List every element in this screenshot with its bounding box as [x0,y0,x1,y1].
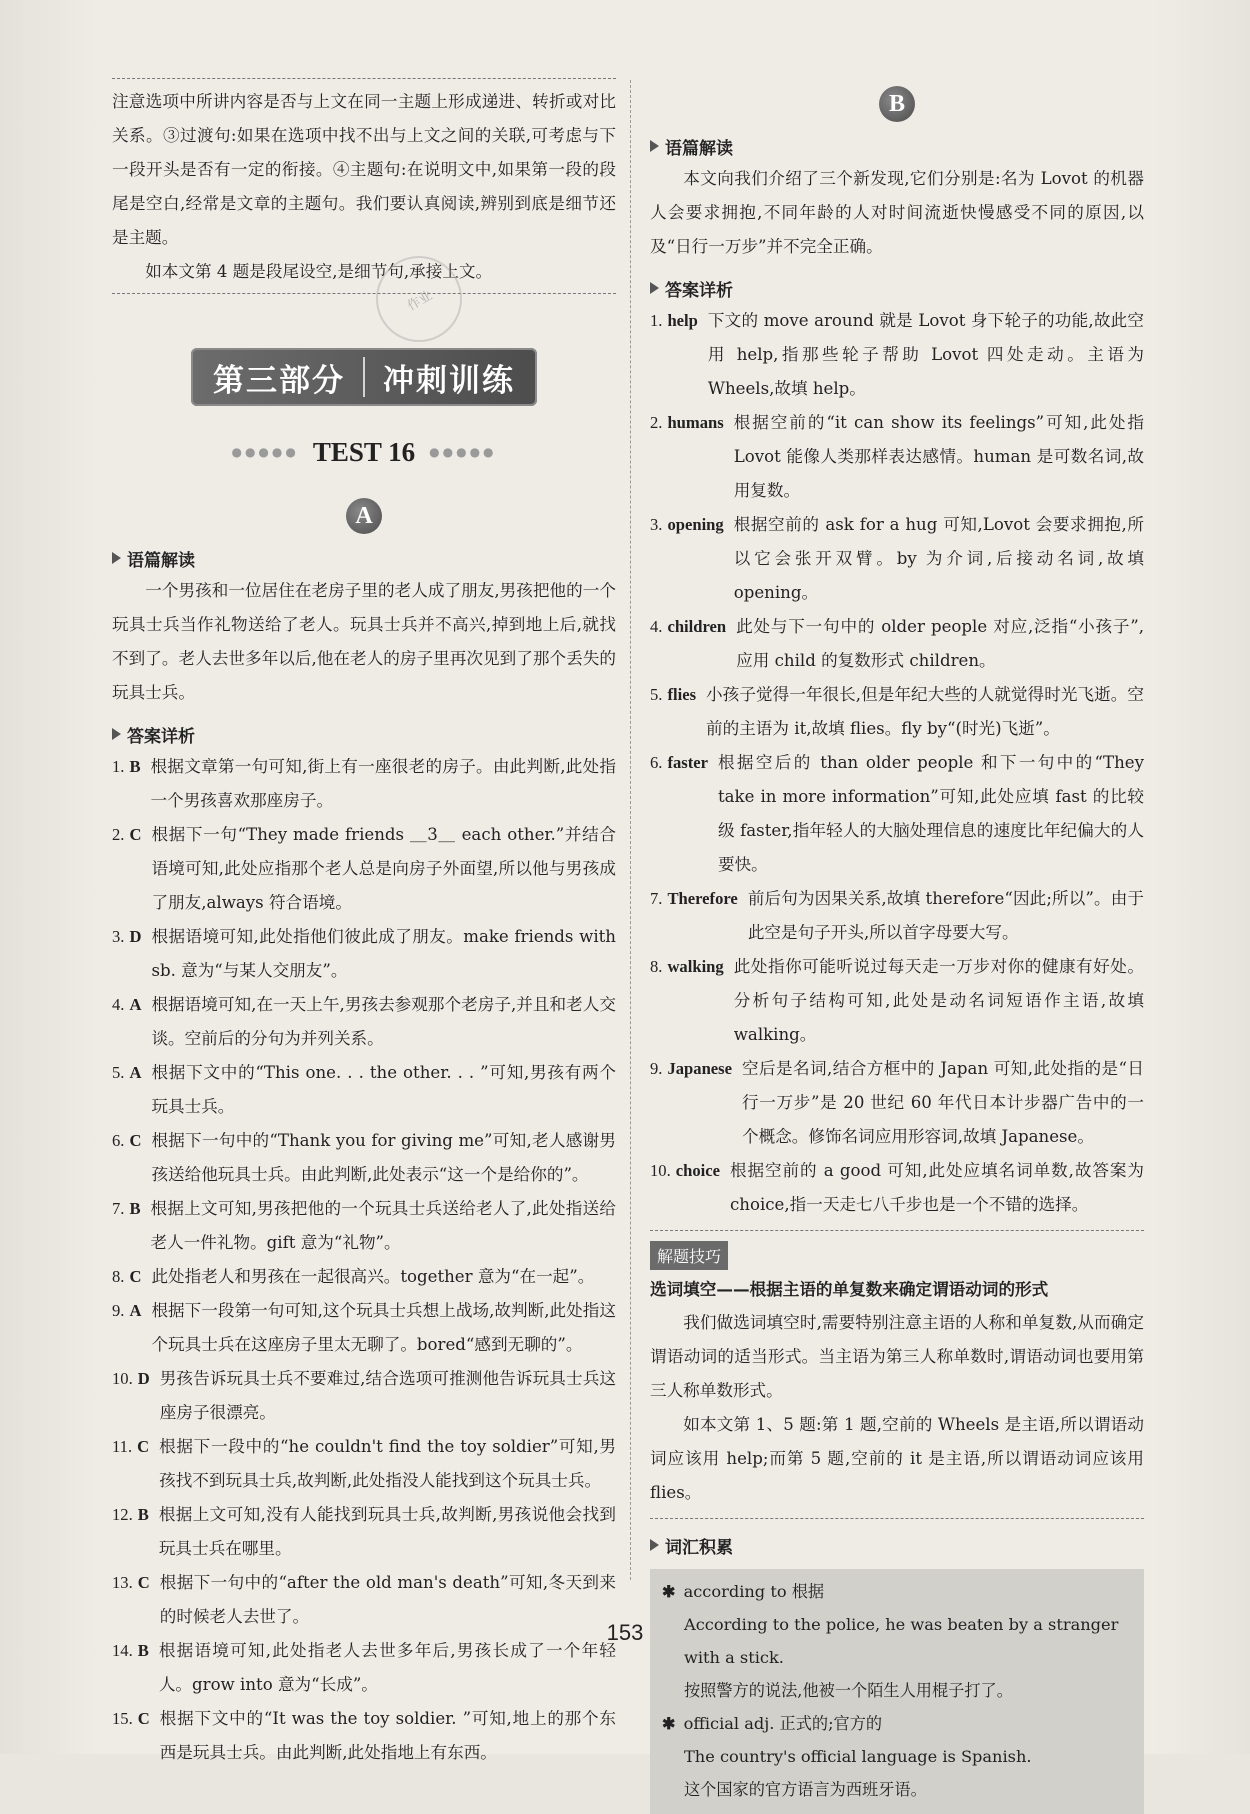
answer-item [112,1124,616,1192]
reading-heading-label: 语篇解读 [127,550,195,571]
answer-item [112,1702,616,1770]
answer-heading-b [650,272,1144,304]
answer-letter: C [129,1131,142,1150]
answer-item [650,950,1144,1052]
tip-top-rule [650,1230,1144,1231]
tip-title: 选词填空——根据主语的单复数来确定谓语动词的形式 [650,1280,1049,1299]
answer-word: children [667,617,727,636]
answer-num: 6. [650,753,663,772]
vocab-entry [662,1707,1132,1806]
vocab-example-zh: 这个国家的官方语言为西班牙语。 [684,1780,927,1799]
top-rule [112,78,616,79]
watermark-stamp [376,256,462,342]
vocab-examples [662,1740,1132,1806]
answer-letter: C [129,1267,142,1286]
answer-item [650,746,1144,882]
intro-rule [112,293,616,294]
answer-word: faster [667,753,708,772]
answer-num: 8. [112,1267,125,1286]
answer-num: 5. [112,1063,125,1082]
answer-text: 男孩告诉玩具士兵不要难过,结合选项可推测他告诉玩具士兵这座房子很漂亮。 [159,1369,616,1422]
answer-list-b [650,304,1144,1222]
tip-tag: 解题技巧 [650,1241,728,1270]
answer-item [112,818,616,920]
answer-letter: C [129,825,142,844]
vocab-heading [650,1529,1144,1561]
column-divider [630,80,631,1580]
vocab-box [650,1569,1144,1814]
answer-word: Japanese [667,1059,732,1078]
left-column [112,78,616,1770]
answer-word: Therefore [667,889,738,908]
answer-item [650,1154,1144,1222]
arrow-icon [650,1539,659,1551]
arrow-icon [112,552,121,564]
reading-heading-label: 语篇解读 [665,138,733,159]
answer-word: humans [667,413,724,432]
answer-letter: A [129,995,142,1014]
answer-num: 6. [112,1131,125,1150]
answer-text: 小孩子觉得一年很长,但是年纪大些的人就觉得时光飞逝。空前的主语为 it,故填 flies。fly by“(时光)飞逝”。 [706,685,1144,738]
answer-item [112,920,616,988]
answer-text: 根据下文中的“It was the toy soldier. ”可知,地上的那个东西是玩具士兵。由此判断,此处指地上有东西。 [159,1709,616,1762]
answer-text: 此处指你可能听说过每天走一万步对你的健康有好处。分析句子结构可知,此处是动名词短语作主语,故填 walking。 [733,957,1144,1044]
answer-item [650,304,1144,406]
answer-item [650,406,1144,508]
decorative-dots-right: ●●●●● [429,445,497,459]
answer-num: 5. [650,685,663,704]
reading-heading-a [112,542,616,574]
answer-text: 根据上文可知,男孩把他的一个玩具士兵送给老人了,此处指送给老人一件礼物。gift 意为“礼物”。 [150,1199,616,1252]
decorative-dots-left: ●●●●● [231,445,299,459]
answer-text: 根据语境可知,在一天上午,男孩去参观那个老房子,并且和老人交谈。空前后的分句为并列关系。 [151,995,616,1048]
answer-num: 2. [650,413,663,432]
answer-list-a [112,750,616,1770]
vocab-term: official adj. 正式的;官方的 [683,1714,883,1733]
answer-text: 空后是名词,结合方框中的 Japan 可知,此处指的是“日行一万步”是 20 世纪 60 年代日本计步器广告中的一个概念。修饰名词应用形容词,故填 Japanese。 [742,1059,1144,1146]
vocab-entry-head [662,1707,1132,1740]
answer-letter: C [137,1573,150,1592]
test-title [112,432,616,472]
answer-num: 12. [112,1505,133,1524]
part-banner-left: 第三部分 [213,362,345,399]
answer-item [650,610,1144,678]
answer-item [650,508,1144,610]
answer-letter: B [137,1505,149,1524]
answer-text: 根据语境可知,此处指他们彼此成了朋友。make friends with sb. 意为“与某人交朋友”。 [151,927,616,980]
answer-num: 7. [112,1199,125,1218]
reading-summary-a: 一个男孩和一位居住在老房子里的老人成了朋友,男孩把他的一个玩具士兵当作礼物送给了老人。玩具士兵并不高兴,掉到地上后,就找不到了。老人去世多年以后,他在老人的房子里再次见到了那个丢失的玩具士兵。 [112,581,616,702]
answer-item [650,1052,1144,1154]
answer-text: 根据空前的 a good 可知,此处应填名词单数,故答案为 choice,指一天走七八千步也是一个不错的选择。 [729,1161,1144,1214]
answer-word: flies [667,685,697,704]
answer-num: 15. [112,1709,133,1728]
vocab-example-en: The country's official language is Spanish. [684,1747,1032,1766]
answer-letter: A [129,1063,142,1082]
reading-heading-b [650,130,1144,162]
answer-text: 根据下一句中的“after the old man's death”可知,冬天到来的时候老人去世了。 [159,1573,616,1626]
vocab-example-zh: 按照警方的说法,他被一个陌生人用棍子打了。 [684,1681,1013,1700]
answer-word: opening [667,515,724,534]
answer-text: 根据空前的 ask for a hug 可知,Lovot 会要求拥抱,所以它会张开双臂。by 为介词,后接动名词,故填 opening。 [733,515,1144,602]
answer-word: choice [675,1161,720,1180]
answer-num: 1. [112,757,125,776]
answer-item [112,1294,616,1362]
answer-letter: B [137,1641,149,1660]
tip-bottom-rule [650,1518,1144,1519]
answer-item [112,1362,616,1430]
tip-paragraph: 我们做选词填空时,需要特别注意主语的人称和单复数,从而确定谓语动词的适当形式。当主语为第三人称单数时,谓语动词也要用第三人称单数形式。 [650,1313,1144,1400]
answer-text: 下文的 move around 就是 Lovot 身下轮子的功能,故此空用 help,指那些轮子帮助 Lovot 四处走动。主语为 Wheels,故填 help。 [707,311,1144,398]
answer-heading-a [112,718,616,750]
test-title-text: TEST 16 [312,436,416,467]
answer-heading-label: 答案详析 [665,280,733,301]
answer-num: 4. [650,617,663,636]
answer-num: 10. [650,1161,671,1180]
answer-word: walking [667,957,724,976]
answer-num: 8. [650,957,663,976]
answer-letter: C [137,1709,150,1728]
answer-item [112,1430,616,1498]
answer-item [112,988,616,1056]
vocab-heading-label: 词汇积累 [665,1537,733,1558]
part-banner-right: 冲刺训练 [383,362,515,399]
answer-num: 11. [112,1437,133,1456]
answer-item [112,1260,616,1294]
stamp-text: 作业 [404,287,436,314]
answer-text: 根据下文中的“This one. . . the other. . . ”可知,男孩有两个玩具士兵。 [151,1063,616,1116]
answer-num: 7. [650,889,663,908]
answer-num: 1. [650,311,663,330]
answer-item [650,882,1144,950]
answer-num: 14. [112,1641,133,1660]
passage-a-badge: A [346,498,382,534]
answer-word: help [667,311,698,330]
answer-heading-label: 答案详析 [127,726,195,747]
answer-item [112,750,616,818]
answer-letter: D [129,927,142,946]
answer-item [650,678,1144,746]
answer-num: 4. [112,995,125,1014]
answer-text: 此处指老人和男孩在一起很高兴。together 意为“在一起”。 [151,1267,595,1286]
answer-item [112,1056,616,1124]
answer-text: 此处与下一句中的 older people 对应,泛指“小孩子”,应用 child 的复数形式 children。 [736,617,1144,670]
vocab-term: according to 根据 [683,1582,825,1601]
vocab-entry-head [662,1575,1132,1608]
part-banner [191,348,537,406]
answer-letter: D [137,1369,150,1388]
answer-num: 3. [650,515,663,534]
arrow-icon [650,282,659,294]
answer-text: 根据语境可知,此处指老人去世多年后,男孩长成了一个年轻人。grow into 意为“长成”。 [158,1641,616,1694]
intro-paragraph: 注意选项中所讲内容是否与上文在同一主题上形成递进、转折或对比关系。③过渡句:如果在选项中找不出与上文之间的关联,可考虑与下一段开头是否有一定的衔接。④主题句:在说明文中,如果第一段的段尾是空白,经常是文章的主题句。我们要认真阅读,辨别到底是细节还是主题。 [112,92,616,247]
answer-text: 根据上文可知,没有人能找到玩具士兵,故判断,男孩说他会找到玩具士兵在哪里。 [158,1505,616,1558]
answer-num: 9. [650,1059,663,1078]
star-icon: ✱ [662,1582,676,1601]
answer-letter: C [137,1437,150,1456]
star-icon: ✱ [662,1714,676,1733]
answer-text: 根据下一段第一句可知,这个玩具士兵想上战场,故判断,此处指这个玩具士兵在这座房子里太无聊了。bored“感到无聊的”。 [151,1301,616,1354]
answer-num: 3. [112,927,125,946]
arrow-icon [112,728,121,740]
answer-text: 根据下一句中的“Thank you for giving me”可知,老人感谢男孩送给他玩具士兵。由此判断,此处表示“这一个是给你的”。 [151,1131,616,1184]
passage-b-badge: B [879,86,915,122]
page-number: 153 [606,1620,644,1645]
answer-letter: A [129,1301,142,1320]
answer-text: 根据下一段中的“he couldn't find the toy soldier”可知,男孩找不到玩具士兵,故判断,此处指没人能找到这个玩具士兵。 [159,1437,616,1490]
right-column [650,78,1144,1814]
answer-text: 根据空前的“it can show its feelings”可知,此处指 Lovot 能像人类那样表达感情。human 是可数名词,故用复数。 [733,413,1144,500]
answer-text: 根据空后的 than older people 和下一句中的“They take in more information”可知,此处应填 fast 的比较级 faster,指年轻人的大脑处理信息的速度比年纪偏大的人要快。 [718,753,1144,874]
answer-num: 10. [112,1369,133,1388]
answer-num: 2. [112,825,125,844]
answer-text: 根据下一句“They made friends ＿3＿ each other.”并结合语境可知,此处应指那个老人总是向房子外面望,所以他与男孩成了朋友,always 符合语境。 [151,825,616,912]
answer-letter: B [129,757,141,776]
answer-letter: B [129,1199,141,1218]
tip-example: 如本文第 1、5 题:第 1 题,空前的 Wheels 是主语,所以谓语动词应该用 help;而第 5 题,空前的 it 是主语,所以谓语动词应该用 flies。 [650,1415,1144,1502]
answer-num: 13. [112,1573,133,1592]
answer-item [112,1498,616,1566]
arrow-icon [650,140,659,152]
vocab-example-en: According to the police, he was beaten by a stranger with a stick. [684,1615,1119,1667]
answer-item [112,1192,616,1260]
intro-example: 如本文第 4 题是段尾设空,是细节句,承接上文。 [145,262,493,281]
answer-num: 9. [112,1301,125,1320]
part-banner-separator [363,357,365,397]
answer-text: 前后句为因果关系,故填 therefore“因此;所以”。由于此空是句子开头,所以首字母要大写。 [747,889,1144,942]
reading-summary-b: 本文向我们介绍了三个新发现,它们分别是:名为 Lovot 的机器人会要求拥抱,不同年龄的人对时间流逝快慢感受不同的原因,以及“日行一万步”并不完全正确。 [650,169,1144,256]
answer-text: 根据文章第一句可知,街上有一座很老的房子。由此判断,此处指一个男孩喜欢那座房子。 [150,757,616,810]
